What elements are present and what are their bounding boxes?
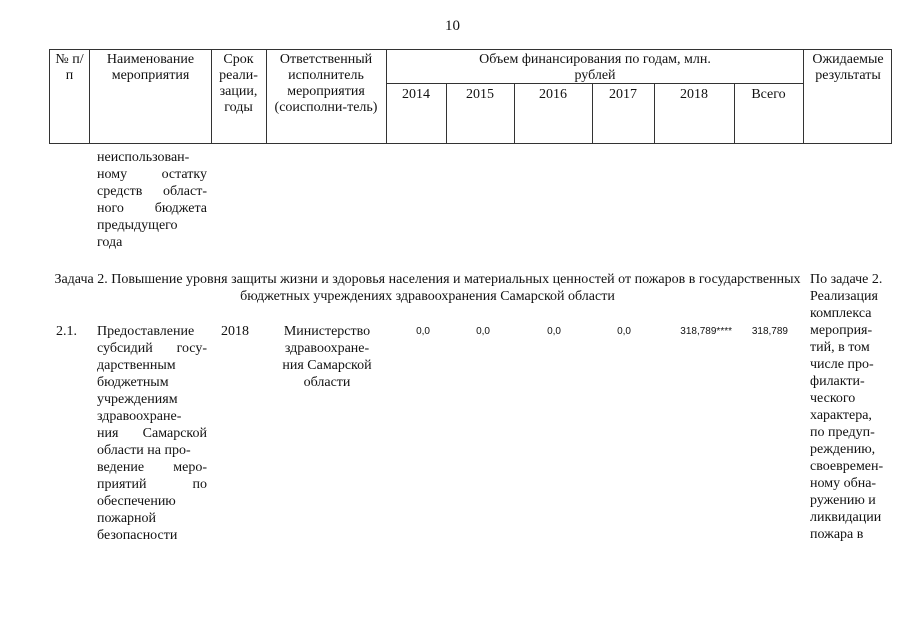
col-border <box>49 49 50 144</box>
name-line: обеспечению <box>97 494 176 509</box>
header-year-2016: 2016 <box>539 87 567 102</box>
name-line: дарственным <box>97 358 176 373</box>
page-number: 10 <box>445 18 460 34</box>
continuation-line: ного бюджета <box>97 201 207 216</box>
executor-line: здравоохране- <box>284 341 370 356</box>
name-line: здравоохране- <box>97 409 182 424</box>
executor-line: области <box>303 375 351 390</box>
header-executor: Ответственный исполнитель мероприятия (соисполни-тель) <box>274 52 378 115</box>
results-line: своевремен- <box>810 459 884 474</box>
row-2-1-value-2017: 0,0 <box>617 326 631 337</box>
header-results: Ожидаемые результаты <box>812 52 884 83</box>
results-line: комплекса <box>810 306 872 321</box>
col-border <box>891 49 892 144</box>
task-2-results <box>810 271 896 543</box>
header-year-2018: 2018 <box>680 87 708 102</box>
header-name: Наименование мероприятия <box>106 52 195 83</box>
col-border <box>89 49 90 144</box>
header-term: Срок реали-зации, годы <box>219 52 258 115</box>
row-2-1-number: 2.1. <box>56 324 77 339</box>
continuation-text <box>97 149 207 251</box>
executor-line: Министерство <box>283 324 371 339</box>
continuation-line: предыдущего <box>97 218 178 233</box>
results-line: характера, <box>810 408 872 423</box>
results-line: филакти- <box>810 374 865 389</box>
header-total: Всего <box>751 87 786 102</box>
results-line: реждению, <box>810 442 876 457</box>
results-line: Реализация <box>810 289 878 304</box>
results-line: ному обна- <box>810 476 877 491</box>
col-border <box>803 49 804 144</box>
results-line: тий, в том <box>810 340 870 355</box>
col-border <box>266 49 267 144</box>
row-2-1-executor <box>268 323 386 391</box>
name-line: области на про- <box>97 443 191 458</box>
header-year-2015: 2015 <box>466 87 494 102</box>
results-line: По задаче 2. <box>810 272 883 287</box>
row-2-1-value-2014: 0,0 <box>416 326 430 337</box>
table-top-border <box>49 49 892 50</box>
name-line: учреждениям <box>97 392 178 407</box>
results-line: ческого <box>810 391 856 406</box>
name-line: бюджетным <box>97 375 169 390</box>
results-line: ружению и <box>810 493 876 508</box>
results-line: по предуп- <box>810 425 875 440</box>
header-financing: Объем финансирования по годам, млн. рублей <box>479 52 711 83</box>
row-2-1-value-2015: 0,0 <box>476 326 490 337</box>
row-2-1-value-2016: 0,0 <box>547 326 561 337</box>
row-2-1-value-total: 318,789 <box>751 326 788 337</box>
executor-line: ния Самарской <box>282 358 372 373</box>
results-line: ликвидации <box>810 510 882 525</box>
continuation-line: неиспользован- <box>97 150 190 165</box>
continuation-line: ному остатку <box>97 167 207 182</box>
continuation-line: средств област- <box>97 184 207 199</box>
header-year-2014: 2014 <box>402 87 430 102</box>
name-line: субсидий госу- <box>97 341 207 356</box>
results-line: пожара в <box>810 527 864 542</box>
task-2-heading: Задача 2. Повышение уровня защиты жизни и здоровья населения и материальных ценностей от пожаров в государственных бюджетных учреждениях здравоохранения Самарской области <box>54 272 801 304</box>
table-header-bottom-border <box>49 143 892 144</box>
name-line: приятий по <box>97 477 207 492</box>
header-year-2017: 2017 <box>609 87 637 102</box>
name-line: пожарной <box>97 511 157 526</box>
name-line: ведение меро- <box>97 460 207 475</box>
name-line: безопасности <box>97 528 178 543</box>
name-line: ния Самарской <box>97 426 207 441</box>
col-border <box>211 49 212 144</box>
row-2-1-name <box>97 323 207 544</box>
results-line: мероприя- <box>810 323 873 338</box>
row-2-1-value-2018: 318,789**** <box>680 326 732 337</box>
results-line: числе про- <box>810 357 874 372</box>
name-line: Предоставление <box>97 324 195 339</box>
row-2-1-term: 2018 <box>221 324 249 339</box>
continuation-line: года <box>97 235 123 250</box>
header-number: № п/п <box>55 52 84 83</box>
